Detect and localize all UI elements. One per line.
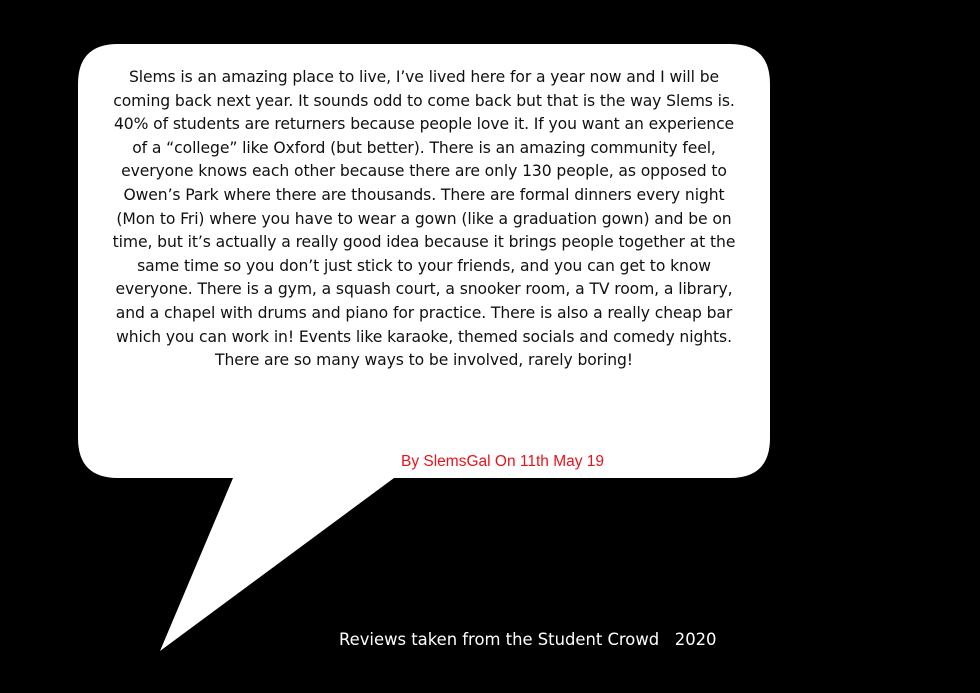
footer-credit: Reviews taken from the Student Crowd 2020	[339, 630, 717, 649]
review-text: Slems is an amazing place to live, I’ve lived here for a year now and I will be coming back next year. It sounds odd to come back but that is the way Slems is. 40% of students are returners because people love it. If you want an experience of a “college” like Oxford (but better). There is an amazing community feel, everyone knows each other because there are only 130 people, as opposed to Owen’s Park where there are thousands. There are formal dinners every night (Mon to Fri) where you have to wear a gown (like a graduation gown) and be on time, but it’s actually a really good idea because it brings people together at the same time so you don’t just stick to your friends, and you can get to know everyone. There is a gym, a squash court, a snooker room, a TV room, a library, and a chapel with drums and piano for practice. There is also a really cheap bar which you can work in! Events like karaoke, themed socials and comedy nights. There are so many ways to be involved, rarely boring!	[112, 68, 736, 370]
review-author: By SlemsGal On 11th May 19	[401, 453, 605, 470]
review-card	[78, 44, 770, 478]
